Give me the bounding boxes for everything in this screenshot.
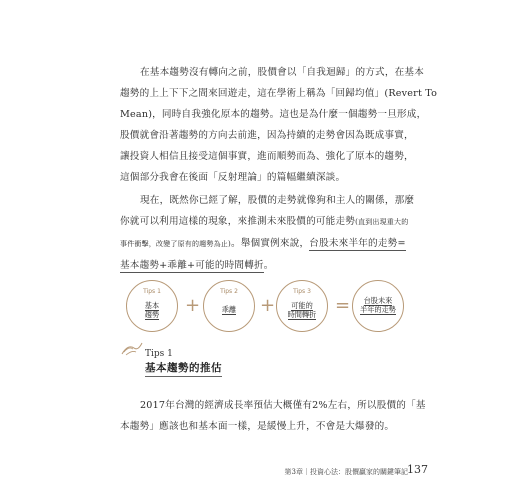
running-footer: 第3章｜投資心法：股價贏家的關鍵筆記 [284, 468, 408, 476]
result-text-line: 台股未來 [363, 296, 393, 305]
p1-line: 在基本趨勢沒有轉向之前，股價會以「自我迴歸」的方式，在基本 [140, 67, 425, 78]
p3-line: 本趨勢」應該也和基本面一樣，是緩慢上升，不會是大爆發的。 [120, 421, 395, 432]
paragraph-3 [120, 395, 426, 437]
plus-operator: + [185, 295, 201, 316]
flourish-icon [120, 340, 144, 358]
result-circle [352, 280, 404, 332]
p2-line-4-underlined: 基本趨勢+乖離+可能的時間轉折 [120, 260, 264, 271]
tips-2-text [204, 305, 254, 314]
p2-line-3-underlined: 台股未來半年的走勢= [309, 238, 406, 249]
p3-line: 2017年台灣的經濟成長率預估大概僅有2%左右，所以股價的「基 [140, 400, 426, 411]
p2-line-2-note: (直到出現重大的 [355, 218, 409, 226]
paragraph-2 [120, 190, 415, 276]
p1-line: 趨勢的上上下下之間來回遊走，這在學術上稱為「回歸均值」(Revert To [120, 88, 438, 99]
tips-1-text-line: 基本 [144, 301, 160, 310]
p2-line-2 [120, 211, 410, 233]
tips-2-circle [203, 280, 255, 332]
p1-line: Mean)，同時自我強化原本的趨勢。這也是為什麼一個趨勢一旦形成， [120, 109, 427, 120]
tips-2-text-line: 乖離 [221, 305, 237, 314]
page-number: 137 [407, 463, 428, 476]
tip-number: Tips 1 [145, 349, 173, 359]
p2-line-2-main: 你就可以利用這樣的現象，來推測未來股價的可能走勢 [120, 216, 356, 227]
tips-3-text-line: 可能的 [291, 301, 313, 310]
tips-3-text [277, 301, 327, 319]
tips-1-circle [126, 280, 178, 332]
p2-line-3-main: 。舉個實例來說， [230, 238, 310, 249]
p1-line: 讓投資人相信且接受這個事實，進而順勢而為、強化了原本的趨勢， [120, 151, 414, 162]
paragraph-1 [120, 62, 438, 188]
equals-operator: = [335, 295, 351, 316]
tips-3-label: Tips 3 [293, 288, 311, 295]
plus-operator: + [260, 295, 276, 316]
p1-line: 這個部分我會在後面「反射理論」的篇幅繼續深談。 [120, 172, 346, 183]
tips-1-text-line: 趨勢 [144, 310, 160, 319]
p1-line: 股價就會沿著趨勢的方向去前進，因為持續的走勢會因為既成事實， [120, 130, 414, 141]
p2-line-4 [120, 255, 410, 276]
p2-line-1: 現在，既然你已經了解，股價的走勢就像狗和主人的關係，那麼 [140, 195, 415, 206]
tips-3-text-line: 時間轉折 [287, 310, 317, 319]
tip-title: 基本趨勢的推估 [145, 360, 222, 377]
tips-1-text [127, 301, 177, 319]
p2-line-3 [120, 233, 410, 255]
p2-line-4-end: 。 [263, 260, 274, 271]
tips-3-circle [276, 280, 328, 332]
result-text-line: 半年的走勢 [360, 305, 396, 314]
tips-1-label: Tips 1 [143, 288, 161, 295]
result-text [353, 296, 403, 314]
tips-2-label: Tips 2 [220, 288, 238, 295]
p2-line-3-note: 事件衝擊，改變了原有的趨勢為止) [120, 240, 231, 248]
